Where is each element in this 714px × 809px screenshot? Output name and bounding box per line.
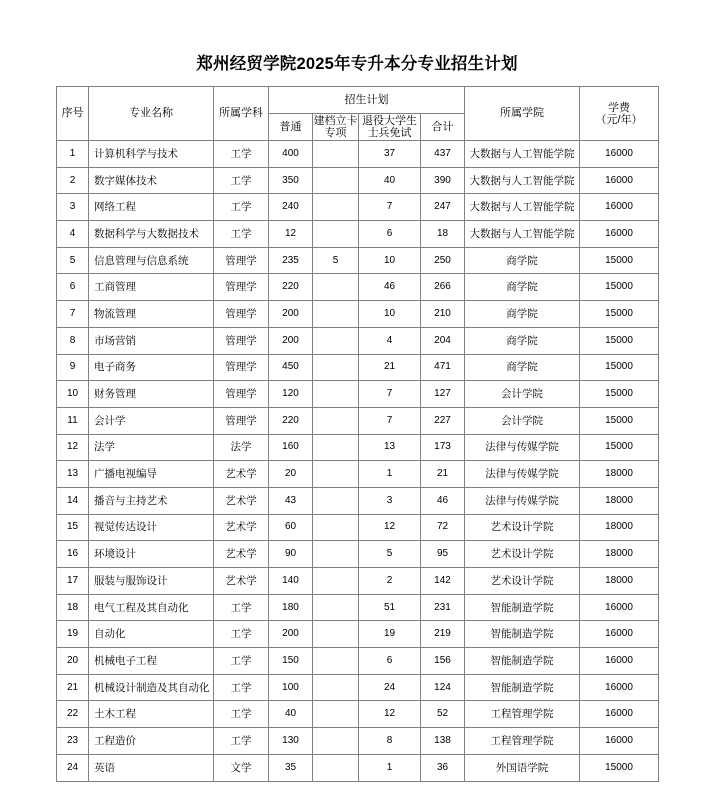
cell-plan-normal: 200 (269, 301, 313, 328)
cell-index: 3 (57, 194, 89, 221)
cell-subject: 工学 (214, 648, 269, 675)
cell-plan-total: 95 (421, 541, 465, 568)
cell-plan-normal: 350 (269, 167, 313, 194)
cell-fee: 15000 (580, 354, 659, 381)
cell-plan-veteran: 10 (359, 301, 421, 328)
cell-plan-veteran: 3 (359, 487, 421, 514)
cell-plan-card (313, 407, 359, 434)
cell-plan-card (313, 754, 359, 781)
cell-college: 法律与传媒学院 (465, 487, 580, 514)
table-row (57, 274, 659, 301)
table-row (57, 354, 659, 381)
table-row (57, 247, 659, 274)
cell-plan-normal: 40 (269, 701, 313, 728)
cell-plan-normal: 235 (269, 247, 313, 274)
column-header-plan-card-line1: 建档立卡 (313, 115, 358, 127)
cell-plan-card (313, 434, 359, 461)
cell-fee: 15000 (580, 274, 659, 301)
cell-subject: 管理学 (214, 247, 269, 274)
cell-major-name: 环境设计 (89, 541, 214, 568)
cell-plan-total: 156 (421, 648, 465, 675)
cell-plan-total: 127 (421, 381, 465, 408)
cell-major-name: 机械电子工程 (89, 648, 214, 675)
cell-plan-veteran: 1 (359, 754, 421, 781)
cell-plan-total: 210 (421, 301, 465, 328)
table-row (57, 754, 659, 781)
cell-subject: 工学 (214, 621, 269, 648)
cell-major-name: 英语 (89, 754, 214, 781)
cell-index: 5 (57, 247, 89, 274)
cell-college: 艺术设计学院 (465, 541, 580, 568)
cell-plan-card (313, 621, 359, 648)
cell-plan-total: 46 (421, 487, 465, 514)
cell-plan-total: 266 (421, 274, 465, 301)
cell-major-name: 会计学 (89, 407, 214, 434)
cell-plan-total: 173 (421, 434, 465, 461)
cell-plan-card (313, 541, 359, 568)
cell-college: 智能制造学院 (465, 674, 580, 701)
cell-plan-card: 5 (313, 247, 359, 274)
enrollment-plan-table-container (56, 86, 658, 782)
cell-fee: 18000 (580, 514, 659, 541)
column-header-plan-card (313, 114, 359, 141)
cell-plan-total: 52 (421, 701, 465, 728)
cell-plan-card (313, 167, 359, 194)
cell-subject: 管理学 (214, 381, 269, 408)
cell-plan-veteran: 12 (359, 701, 421, 728)
cell-index: 10 (57, 381, 89, 408)
cell-college: 商学院 (465, 274, 580, 301)
column-header-plan-card-line2: 专项 (324, 127, 347, 139)
cell-plan-total: 231 (421, 594, 465, 621)
cell-plan-card (313, 728, 359, 755)
cell-plan-total: 138 (421, 728, 465, 755)
table-row (57, 327, 659, 354)
table-row (57, 301, 659, 328)
column-header-subject: 所属学科 (214, 87, 269, 141)
cell-plan-card (313, 301, 359, 328)
cell-fee: 15000 (580, 434, 659, 461)
cell-index: 8 (57, 327, 89, 354)
cell-index: 15 (57, 514, 89, 541)
cell-plan-veteran: 6 (359, 221, 421, 248)
cell-plan-normal: 140 (269, 568, 313, 595)
cell-plan-normal: 220 (269, 407, 313, 434)
table-row (57, 194, 659, 221)
cell-plan-normal: 35 (269, 754, 313, 781)
cell-plan-card (313, 194, 359, 221)
cell-major-name: 工程造价 (89, 728, 214, 755)
cell-college: 艺术设计学院 (465, 514, 580, 541)
cell-plan-total: 21 (421, 461, 465, 488)
cell-index: 11 (57, 407, 89, 434)
cell-fee: 18000 (580, 487, 659, 514)
cell-major-name: 信息管理与信息系统 (89, 247, 214, 274)
cell-subject: 工学 (214, 728, 269, 755)
cell-plan-card (313, 221, 359, 248)
cell-plan-veteran: 4 (359, 327, 421, 354)
cell-fee: 15000 (580, 407, 659, 434)
table-row (57, 541, 659, 568)
cell-college: 法律与传媒学院 (465, 461, 580, 488)
cell-college: 智能制造学院 (465, 621, 580, 648)
cell-subject: 工学 (214, 594, 269, 621)
cell-subject: 管理学 (214, 301, 269, 328)
cell-plan-card (313, 648, 359, 675)
cell-fee: 16000 (580, 674, 659, 701)
cell-subject: 管理学 (214, 407, 269, 434)
cell-index: 22 (57, 701, 89, 728)
cell-fee: 16000 (580, 648, 659, 675)
cell-college: 商学院 (465, 301, 580, 328)
column-header-plan-group: 招生计划 (269, 87, 465, 114)
cell-fee: 16000 (580, 728, 659, 755)
cell-plan-normal: 130 (269, 728, 313, 755)
cell-college: 外国语学院 (465, 754, 580, 781)
cell-index: 1 (57, 141, 89, 168)
cell-plan-total: 250 (421, 247, 465, 274)
cell-plan-veteran: 40 (359, 167, 421, 194)
table-header (57, 87, 659, 141)
cell-fee: 15000 (580, 754, 659, 781)
cell-major-name: 数字媒体技术 (89, 167, 214, 194)
cell-subject: 管理学 (214, 274, 269, 301)
column-header-college: 所属学院 (465, 87, 580, 141)
cell-plan-total: 72 (421, 514, 465, 541)
cell-index: 17 (57, 568, 89, 595)
cell-plan-veteran: 1 (359, 461, 421, 488)
cell-subject: 工学 (214, 167, 269, 194)
cell-plan-card (313, 141, 359, 168)
cell-college: 工程管理学院 (465, 728, 580, 755)
cell-subject: 管理学 (214, 354, 269, 381)
column-header-plan-normal: 普通 (269, 114, 313, 141)
cell-plan-card (313, 274, 359, 301)
cell-college: 大数据与人工智能学院 (465, 141, 580, 168)
cell-plan-veteran: 7 (359, 407, 421, 434)
column-header-major: 专业名称 (89, 87, 214, 141)
cell-plan-veteran: 19 (359, 621, 421, 648)
cell-index: 2 (57, 167, 89, 194)
cell-plan-veteran: 5 (359, 541, 421, 568)
cell-subject: 艺术学 (214, 461, 269, 488)
cell-fee: 15000 (580, 381, 659, 408)
cell-plan-normal: 240 (269, 194, 313, 221)
table-row (57, 487, 659, 514)
column-header-fee-line1: 学费 (608, 101, 630, 114)
cell-plan-veteran: 13 (359, 434, 421, 461)
column-header-plan-total: 合计 (421, 114, 465, 141)
cell-major-name: 网络工程 (89, 194, 214, 221)
cell-plan-normal: 20 (269, 461, 313, 488)
cell-index: 4 (57, 221, 89, 248)
cell-fee: 16000 (580, 701, 659, 728)
cell-college: 智能制造学院 (465, 648, 580, 675)
page-title: 郑州经贸学院2025年专升本分专业招生计划 (196, 55, 518, 73)
cell-plan-normal: 150 (269, 648, 313, 675)
cell-plan-total: 390 (421, 167, 465, 194)
cell-college: 法律与传媒学院 (465, 434, 580, 461)
cell-plan-normal: 180 (269, 594, 313, 621)
cell-subject: 艺术学 (214, 541, 269, 568)
cell-subject: 法学 (214, 434, 269, 461)
cell-college: 艺术设计学院 (465, 568, 580, 595)
cell-plan-normal: 120 (269, 381, 313, 408)
cell-plan-total: 471 (421, 354, 465, 381)
cell-college: 智能制造学院 (465, 594, 580, 621)
cell-major-name: 物流管理 (89, 301, 214, 328)
table-row (57, 701, 659, 728)
column-header-fee-line2: （元/年） (595, 113, 643, 126)
cell-plan-card (313, 674, 359, 701)
cell-major-name: 服装与服饰设计 (89, 568, 214, 595)
cell-college: 会计学院 (465, 407, 580, 434)
cell-major-name: 自动化 (89, 621, 214, 648)
column-header-index: 序号 (57, 87, 89, 141)
cell-plan-card (313, 381, 359, 408)
cell-plan-veteran: 37 (359, 141, 421, 168)
cell-index: 20 (57, 648, 89, 675)
cell-index: 9 (57, 354, 89, 381)
cell-plan-total: 204 (421, 327, 465, 354)
cell-subject: 工学 (214, 221, 269, 248)
cell-fee: 16000 (580, 167, 659, 194)
cell-major-name: 机械设计制造及其自动化 (89, 674, 214, 701)
cell-plan-normal: 400 (269, 141, 313, 168)
cell-plan-card (313, 701, 359, 728)
cell-index: 12 (57, 434, 89, 461)
cell-plan-normal: 60 (269, 514, 313, 541)
cell-subject: 工学 (214, 141, 269, 168)
table-row (57, 221, 659, 248)
cell-plan-veteran: 12 (359, 514, 421, 541)
cell-major-name: 财务管理 (89, 381, 214, 408)
cell-college: 大数据与人工智能学院 (465, 194, 580, 221)
cell-subject: 管理学 (214, 327, 269, 354)
cell-index: 7 (57, 301, 89, 328)
cell-plan-total: 219 (421, 621, 465, 648)
cell-plan-normal: 90 (269, 541, 313, 568)
table-row (57, 461, 659, 488)
cell-plan-total: 437 (421, 141, 465, 168)
cell-index: 19 (57, 621, 89, 648)
cell-subject: 艺术学 (214, 568, 269, 595)
cell-plan-veteran: 6 (359, 648, 421, 675)
table-row (57, 167, 659, 194)
cell-major-name: 广播电视编导 (89, 461, 214, 488)
cell-index: 13 (57, 461, 89, 488)
cell-fee: 16000 (580, 141, 659, 168)
table-row (57, 674, 659, 701)
cell-college: 商学院 (465, 354, 580, 381)
cell-index: 21 (57, 674, 89, 701)
cell-index: 16 (57, 541, 89, 568)
cell-major-name: 数据科学与大数据技术 (89, 221, 214, 248)
cell-fee: 15000 (580, 327, 659, 354)
cell-subject: 艺术学 (214, 514, 269, 541)
cell-fee: 16000 (580, 594, 659, 621)
table-row (57, 434, 659, 461)
cell-plan-veteran: 8 (359, 728, 421, 755)
cell-subject: 文学 (214, 754, 269, 781)
cell-plan-veteran: 21 (359, 354, 421, 381)
table-row (57, 648, 659, 675)
cell-plan-card (313, 568, 359, 595)
cell-college: 商学院 (465, 247, 580, 274)
cell-plan-veteran: 46 (359, 274, 421, 301)
cell-major-name: 播音与主持艺术 (89, 487, 214, 514)
column-header-plan-veteran (359, 114, 421, 141)
cell-plan-card (313, 461, 359, 488)
header-row-top (57, 87, 659, 114)
cell-plan-normal: 12 (269, 221, 313, 248)
cell-subject: 艺术学 (214, 487, 269, 514)
cell-major-name: 市场营销 (89, 327, 214, 354)
cell-major-name: 电气工程及其自动化 (89, 594, 214, 621)
cell-fee: 15000 (580, 247, 659, 274)
cell-college: 工程管理学院 (465, 701, 580, 728)
cell-plan-normal: 200 (269, 327, 313, 354)
cell-plan-veteran: 7 (359, 381, 421, 408)
enrollment-plan-table (56, 86, 659, 782)
cell-plan-total: 247 (421, 194, 465, 221)
column-header-plan-veteran-line1: 退役大学生 (362, 115, 417, 127)
cell-major-name: 法学 (89, 434, 214, 461)
table-body (57, 141, 659, 782)
cell-plan-total: 18 (421, 221, 465, 248)
cell-plan-total: 142 (421, 568, 465, 595)
cell-fee: 18000 (580, 568, 659, 595)
cell-subject: 工学 (214, 674, 269, 701)
cell-fee: 16000 (580, 221, 659, 248)
cell-plan-veteran: 2 (359, 568, 421, 595)
cell-plan-normal: 100 (269, 674, 313, 701)
cell-plan-card (313, 594, 359, 621)
cell-college: 大数据与人工智能学院 (465, 167, 580, 194)
cell-subject: 工学 (214, 194, 269, 221)
cell-plan-total: 124 (421, 674, 465, 701)
cell-college: 商学院 (465, 327, 580, 354)
column-header-plan-veteran-line2: 士兵免试 (367, 127, 412, 139)
cell-major-name: 计算机科学与技术 (89, 141, 214, 168)
cell-plan-normal: 200 (269, 621, 313, 648)
cell-college: 大数据与人工智能学院 (465, 221, 580, 248)
cell-plan-total: 227 (421, 407, 465, 434)
cell-fee: 15000 (580, 301, 659, 328)
column-header-fee (580, 87, 659, 141)
cell-college: 会计学院 (465, 381, 580, 408)
cell-fee: 18000 (580, 541, 659, 568)
cell-subject: 工学 (214, 701, 269, 728)
cell-major-name: 视觉传达设计 (89, 514, 214, 541)
table-row (57, 381, 659, 408)
cell-fee: 16000 (580, 194, 659, 221)
cell-plan-total: 36 (421, 754, 465, 781)
cell-plan-veteran: 10 (359, 247, 421, 274)
cell-plan-veteran: 7 (359, 194, 421, 221)
cell-index: 14 (57, 487, 89, 514)
table-row (57, 728, 659, 755)
cell-major-name: 工商管理 (89, 274, 214, 301)
cell-fee: 16000 (580, 621, 659, 648)
cell-plan-card (313, 514, 359, 541)
table-row (57, 407, 659, 434)
cell-major-name: 电子商务 (89, 354, 214, 381)
cell-fee: 18000 (580, 461, 659, 488)
table-row (57, 594, 659, 621)
cell-index: 6 (57, 274, 89, 301)
cell-plan-normal: 220 (269, 274, 313, 301)
table-row (57, 514, 659, 541)
cell-plan-normal: 450 (269, 354, 313, 381)
cell-plan-veteran: 51 (359, 594, 421, 621)
table-row (57, 621, 659, 648)
cell-plan-card (313, 354, 359, 381)
cell-plan-card (313, 327, 359, 354)
cell-major-name: 土木工程 (89, 701, 214, 728)
cell-plan-veteran: 24 (359, 674, 421, 701)
cell-index: 23 (57, 728, 89, 755)
cell-plan-normal: 43 (269, 487, 313, 514)
cell-index: 18 (57, 594, 89, 621)
table-row (57, 568, 659, 595)
cell-plan-card (313, 487, 359, 514)
cell-index: 24 (57, 754, 89, 781)
cell-plan-normal: 160 (269, 434, 313, 461)
table-row (57, 141, 659, 168)
